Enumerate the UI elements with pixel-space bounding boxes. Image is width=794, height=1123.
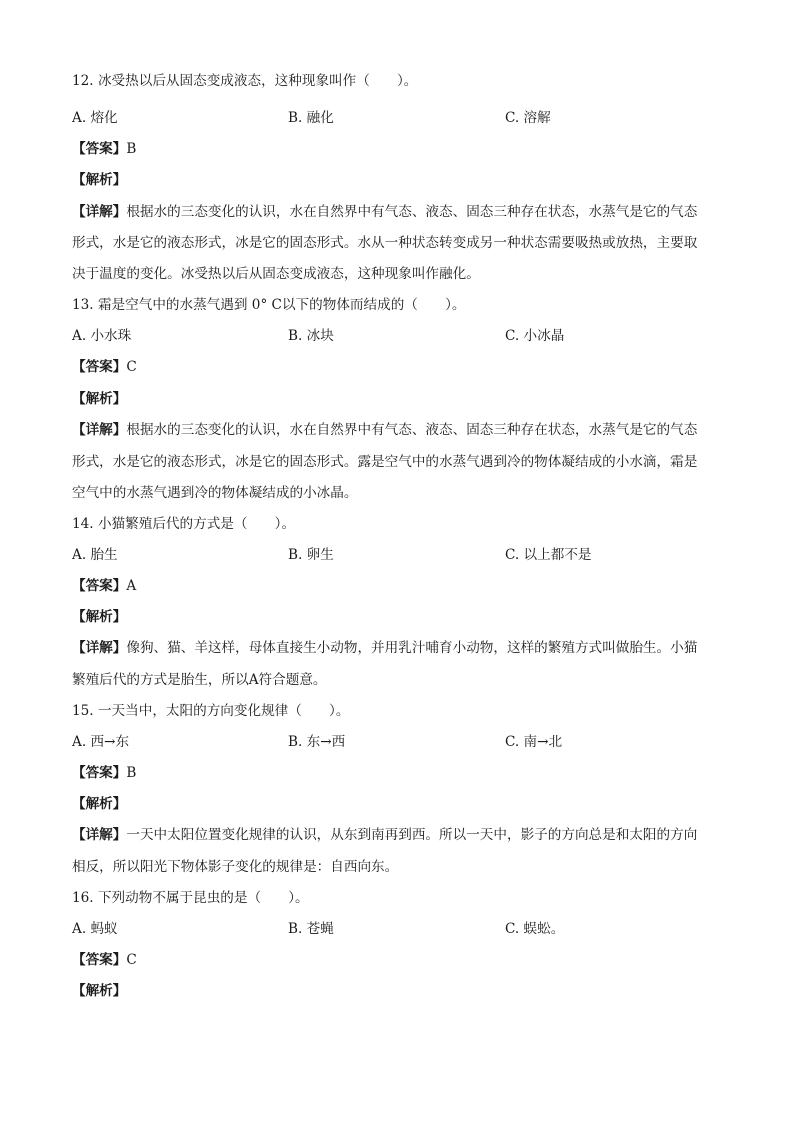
question-16-stem: 16. 下列动物不属于昆虫的是（ ）。 — [72, 890, 309, 906]
question-13-stem: 13. 霜是空气中的水蒸气遇到 0° C以下的物体而结成的（ ）。 — [72, 297, 466, 313]
question-12-detail-line-2: 形式，水是它的液态形式，冰是它的固态形式。水从一种状态转变成另一种状态需要吸热或放热，主要取 — [72, 235, 698, 251]
question-15-detail-line-2: 相反，所以阳光下物体影子变化的规律是：自西向东。 — [72, 859, 399, 875]
answer-tag: 【答案】 — [72, 952, 127, 968]
option-c: C. 小冰晶 — [505, 328, 565, 344]
answer-tag: 【答案】 — [72, 578, 127, 594]
option-c: C. 蜈蚣。 — [505, 921, 565, 937]
detail-tag: 【详解】 — [72, 204, 127, 220]
analysis-tag: 【解析】 — [72, 391, 127, 407]
analysis-tag: 【解析】 — [72, 609, 127, 625]
option-a: A. 胎生 — [72, 547, 118, 563]
question-12-answer — [72, 140, 732, 158]
question-12-options — [72, 109, 732, 127]
option-b: B. 卵生 — [288, 547, 334, 563]
answer-value: B — [126, 141, 137, 157]
question-14-stem: 14. 小猫繁殖后代的方式是（ ）。 — [72, 516, 296, 532]
option-c: C. 南→北 — [505, 734, 563, 750]
answer-value: C — [126, 359, 137, 375]
option-a: A. 西→东 — [72, 734, 130, 750]
question-12-detail-line-1 — [72, 203, 732, 221]
detail-text: 一天中太阳位置变化规律的认识，从东到南再到西。所以一天中，影子的方向总是和太阳的方向 — [126, 827, 698, 843]
question-12-stem: 12. 冰受热以后从固态变成液态，这种现象叫作（ ）。 — [72, 73, 418, 89]
analysis-tag: 【解析】 — [72, 172, 127, 188]
detail-text: 根据水的三态变化的认识，水在自然界中有气态、液态、固态三种存在状态，水蒸气是它的气态 — [126, 422, 698, 438]
option-a: A. 熔化 — [72, 110, 118, 126]
question-14-analysis-tag — [72, 608, 732, 626]
question-13-options — [72, 327, 732, 345]
answer-tag: 【答案】 — [72, 359, 127, 375]
answer-tag: 【答案】 — [72, 141, 127, 157]
answer-value: C — [126, 952, 137, 968]
question-15-stem: 15. 一天当中，太阳的方向变化规律（ ）。 — [72, 703, 350, 719]
question-13-answer — [72, 358, 732, 376]
detail-tag: 【详解】 — [72, 827, 127, 843]
option-b: B. 融化 — [288, 110, 334, 126]
question-16-analysis-tag — [72, 982, 732, 1000]
question-13-detail-line-3: 空气中的水蒸气遇到冷的物体凝结成的小冰晶。 — [72, 485, 358, 501]
detail-tag: 【详解】 — [72, 640, 127, 656]
option-c: C. 以上都不是 — [505, 547, 592, 563]
question-15-answer — [72, 764, 732, 782]
detail-text: 根据水的三态变化的认识，水在自然界中有气态、液态、固态三种存在状态，水蒸气是它的气态 — [126, 204, 698, 220]
analysis-tag: 【解析】 — [72, 796, 127, 812]
question-14-detail-line-2: 繁殖后代的方式是胎生，所以A符合题意。 — [72, 672, 327, 688]
question-13-detail-line-2: 形式，水是它的液态形式，冰是它的固态形式。露是空气中的水蒸气遇到冷的物体凝结成的小水滴，霜是 — [72, 454, 698, 470]
question-12-analysis-tag — [72, 171, 732, 189]
detail-tag: 【详解】 — [72, 422, 127, 438]
question-16-answer — [72, 951, 732, 969]
option-a: A. 小水珠 — [72, 328, 132, 344]
option-b: B. 苍蝇 — [288, 921, 334, 937]
question-14-detail-line-1 — [72, 639, 732, 657]
question-14-answer — [72, 577, 732, 595]
option-c: C. 溶解 — [505, 110, 551, 126]
answer-tag: 【答案】 — [72, 765, 127, 781]
option-b: B. 冰块 — [288, 328, 334, 344]
option-a: A. 蚂蚁 — [72, 921, 118, 937]
question-15-analysis-tag — [72, 795, 732, 813]
question-13-detail-line-1 — [72, 421, 732, 439]
option-b: B. 东→西 — [288, 734, 346, 750]
analysis-tag: 【解析】 — [72, 983, 127, 999]
question-15-detail-line-1 — [72, 826, 732, 844]
question-15-options — [72, 733, 732, 751]
question-13-analysis-tag — [72, 390, 732, 408]
answer-value: B — [126, 765, 137, 781]
detail-text: 像狗、猫、羊这样，母体直接生小动物，并用乳汁哺育小动物，这样的繁殖方式叫做胎生。小猫 — [126, 640, 698, 656]
question-14-options — [72, 546, 732, 564]
question-16-options — [72, 920, 732, 938]
question-12-detail-line-3: 决于温度的变化。冰受热以后从固态变成液态，这种现象叫作融化。 — [72, 266, 480, 282]
answer-value: A — [126, 578, 137, 594]
